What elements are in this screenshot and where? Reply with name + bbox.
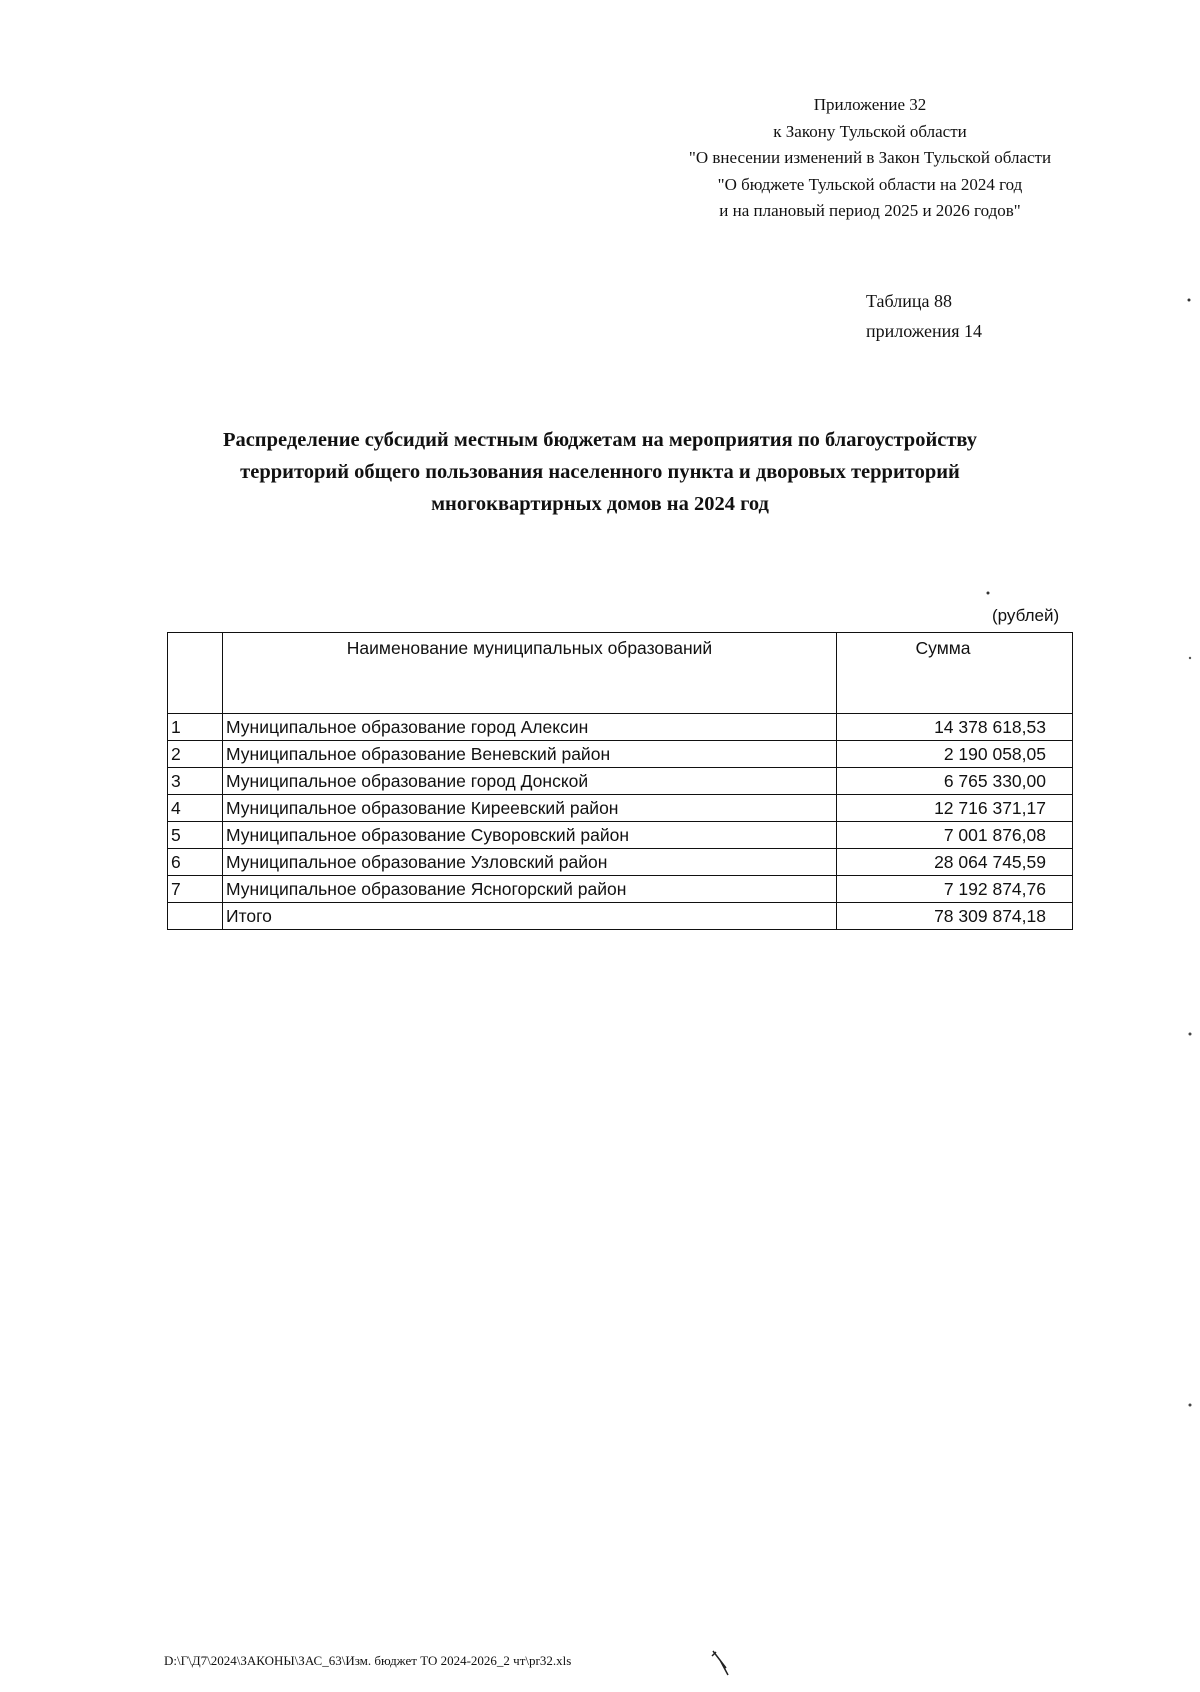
subsidy-table: [167, 632, 1073, 930]
title-line: многоквартирных домов на 2024 год: [431, 493, 769, 515]
table-row: [168, 795, 1073, 822]
table-header-row: [168, 633, 1073, 714]
row-sum: 28 064 745,59: [837, 849, 1073, 876]
row-num: 6: [168, 849, 223, 876]
table-row: [168, 714, 1073, 741]
row-num: 7: [168, 876, 223, 903]
row-num: 3: [168, 768, 223, 795]
row-num: 2: [168, 741, 223, 768]
scan-dot: [987, 592, 990, 595]
title-line: Распределение субсидий местным бюджетам на мероприятия по благоустройству: [222, 429, 978, 451]
row-sum: 14 378 618,53: [837, 714, 1073, 741]
table-row: [168, 849, 1073, 876]
row-num: 4: [168, 795, 223, 822]
row-name: Муниципальное образование Веневский район: [223, 741, 837, 768]
table-row: [168, 822, 1073, 849]
table-row: [168, 768, 1073, 795]
row-name: Муниципальное образование Узловский район: [223, 849, 837, 876]
total-sum: 78 309 874,18: [837, 903, 1073, 930]
units-label: (рублей): [992, 606, 1060, 625]
row-sum: 7 001 876,08: [837, 822, 1073, 849]
row-name: Муниципальное образование Суворовский район: [223, 822, 837, 849]
total-num: [168, 903, 223, 930]
appendix-header-line: к Закону Тульской области: [773, 121, 967, 141]
row-sum: 2 190 058,05: [837, 741, 1073, 768]
row-sum: 6 765 330,00: [837, 768, 1073, 795]
footer-file-path: D:\Г\Д7\2024\ЗАКОНЫ\ЗАС_63\Изм. бюджет ТО 2024-2026_2 чт\pr32.xls: [164, 1653, 572, 1668]
row-sum: 12 716 371,17: [837, 795, 1073, 822]
scan-dot: [1189, 1033, 1192, 1036]
row-name: Муниципальное образование город Донской: [223, 768, 837, 795]
title-line: территорий общего пользования населенного пункта и дворовых территорий: [240, 461, 960, 483]
table-reference: [866, 286, 982, 346]
table-appendix-ref: приложения 14: [866, 321, 983, 341]
appendix-header-line: "О бюджете Тульской области на 2024 год: [717, 174, 1023, 194]
scan-tick-mark: [712, 1651, 728, 1675]
appendix-header-line: "О внесении изменений в Закон Тульской области: [688, 148, 1052, 167]
scan-dot: [1189, 657, 1191, 659]
document-title: [130, 424, 1070, 520]
total-label: Итого: [223, 903, 837, 930]
table-row: [168, 741, 1073, 768]
row-name: Муниципальное образование Ясногорский район: [223, 876, 837, 903]
row-name: Муниципальное образование город Алексин: [223, 714, 837, 741]
header-sum: Сумма: [837, 633, 1073, 714]
appendix-header-line: и на плановый период 2025 и 2026 годов": [719, 201, 1021, 220]
header-num: [168, 633, 223, 714]
table-row: [168, 876, 1073, 903]
row-name: Муниципальное образование Киреевский район: [223, 795, 837, 822]
scan-dot: [1188, 299, 1191, 302]
row-num: 5: [168, 822, 223, 849]
appendix-header: [640, 92, 1100, 225]
table-number: Таблица 88: [866, 291, 952, 311]
row-num: 1: [168, 714, 223, 741]
total-row: [168, 903, 1073, 930]
header-name: Наименование муниципальных образований: [223, 633, 837, 714]
appendix-header-line: Приложение 32: [813, 95, 927, 114]
scan-dot: [1189, 1404, 1192, 1407]
row-sum: 7 192 874,76: [837, 876, 1073, 903]
